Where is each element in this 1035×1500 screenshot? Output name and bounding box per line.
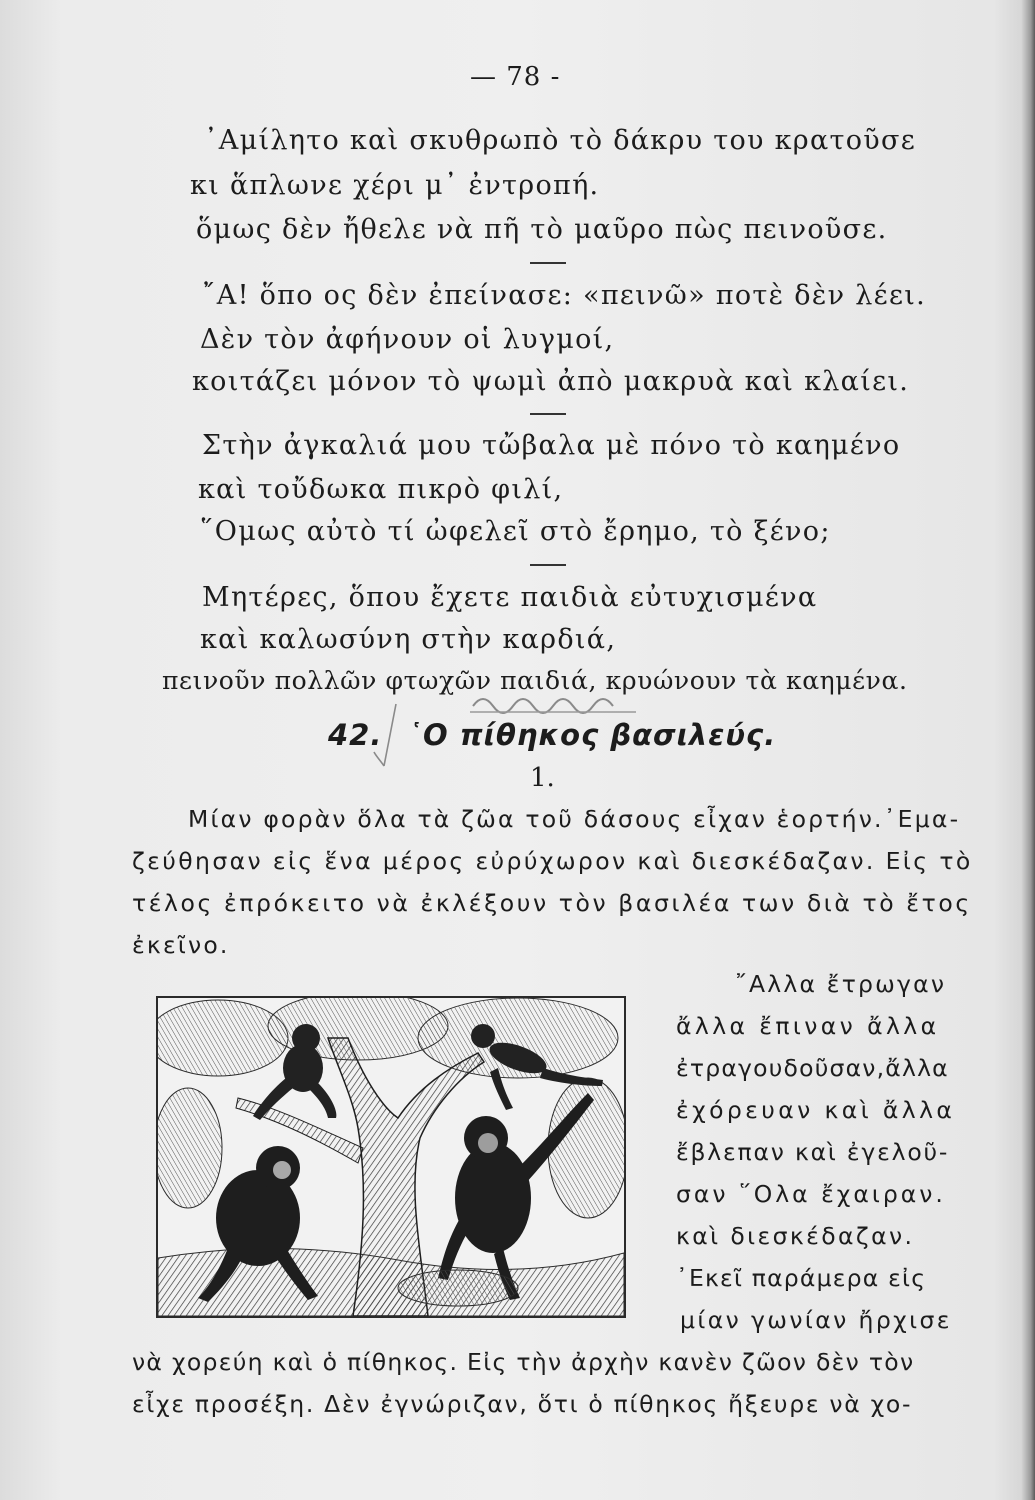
- poem-line: κοιτάζει μόνον τὸ ψωμὶ ἀπὸ μακρυὰ καὶ κλαίει.: [192, 366, 910, 397]
- prose-line: ἐκεῖνο.: [132, 931, 230, 959]
- stanza-separator: [530, 413, 566, 415]
- prose-line: Μίαν φορὰν ὅλα τὰ ζῶα τοῦ δάσους εἶχαν ἑορτήν.᾿Εμα-: [188, 805, 961, 833]
- prose-line: μίαν γωνίαν ἤρχισε: [680, 1306, 952, 1334]
- poem-line: ὅμως δὲν ἤθελε νὰ πῆ τὸ μαῦρο πὼς πεινοῦσε.: [196, 214, 888, 245]
- prose-line: ἄλλα ἔπιναν ἄλλα: [676, 1012, 940, 1040]
- poem-line: καὶ καλωσύνη στὴν καρδιά,: [200, 624, 617, 655]
- monkeys-in-tree-engraving-icon: [158, 998, 624, 1316]
- prose-line: νὰ χορεύη καὶ ὁ πίθηκος. Εἰς τὴν ἀρχὴν κανὲν ζῶον δὲν τὸν: [132, 1348, 915, 1376]
- section-number: 1.: [530, 763, 555, 793]
- stanza-separator: [530, 262, 566, 264]
- poem-line: ῎Α! ὅπο ος δὲν ἐπείνασε: «πεινῶ» ποτὲ δὲν λέει.: [202, 280, 926, 311]
- poem-line: καὶ τοὔδωκα πικρὸ φιλί,: [198, 474, 564, 505]
- prose-line: ἔβλεπαν καὶ ἐγελοῦ-: [676, 1138, 950, 1166]
- poem-line: πεινοῦν πολλῶν φτωχῶν παιδιά, κρυώνουν τὰ καημένα.: [162, 666, 908, 695]
- illustration-monkeys: [156, 996, 626, 1318]
- page-edge-shadow: [1021, 0, 1035, 1500]
- prose-line: ζεύθησαν εἰς ἕνα μέρος εὐρύχωρον καὶ διεσκέδαζαν. Εἰς τὸ: [132, 847, 973, 875]
- poem-line: Δὲν τὸν ἀφήνουν οἱ λυγμοί,: [200, 324, 615, 355]
- pencil-squiggle-icon: [468, 688, 638, 718]
- prose-line: ῎Αλλα ἔτρωγαν: [735, 970, 947, 998]
- page-number: — 78 -: [470, 62, 561, 92]
- poem-line: Στὴν ἀγκαλιά μου τὤβαλα μὲ πόνο τὸ καημένο: [202, 430, 901, 461]
- lesson-title: ῾Ο πίθηκος βασιλεύς.: [407, 718, 777, 752]
- lesson-number: 42.: [328, 718, 383, 752]
- prose-line: ἐχόρευαν καὶ ἄλλα: [676, 1096, 956, 1124]
- poem-line: Μητέρες, ὅπου ἔχετε παιδιὰ εὐτυχισμένα: [202, 582, 818, 613]
- stanza-separator: [530, 564, 566, 566]
- prose-line: καὶ διεσκέδαζαν.: [676, 1222, 915, 1250]
- poem-line: κι ἅπλωνε χέρι μ᾿ ἐντροπή.: [190, 170, 600, 201]
- prose-line: ᾿Εκεῖ παράμερα εἰς: [676, 1264, 927, 1292]
- prose-line: σαν ῞Ολα ἔχαιραν.: [676, 1180, 946, 1208]
- prose-line: ἐτραγουδοῦσαν,ἄλλα: [676, 1054, 949, 1082]
- poem-line: ῞Ομως αὐτὸ τί ὠφελεῖ στὸ ἔρημο, τὸ ξένο;: [200, 516, 831, 547]
- prose-line: εἶχε προσέξη. Δὲν ἐγνώριζαν, ὅτι ὁ πίθηκος ἤξευρε νὰ χο-: [132, 1390, 913, 1418]
- lesson-heading: [328, 718, 776, 752]
- poem-line: ᾿Αμίλητο καὶ σκυθρωπὸ τὸ δάκρυ του κρατοῦσε: [204, 125, 917, 156]
- prose-line: τέλος ἐπρόκειτο νὰ ἐκλέξουν τὸν βασιλέα των διὰ τὸ ἔτος: [132, 889, 972, 917]
